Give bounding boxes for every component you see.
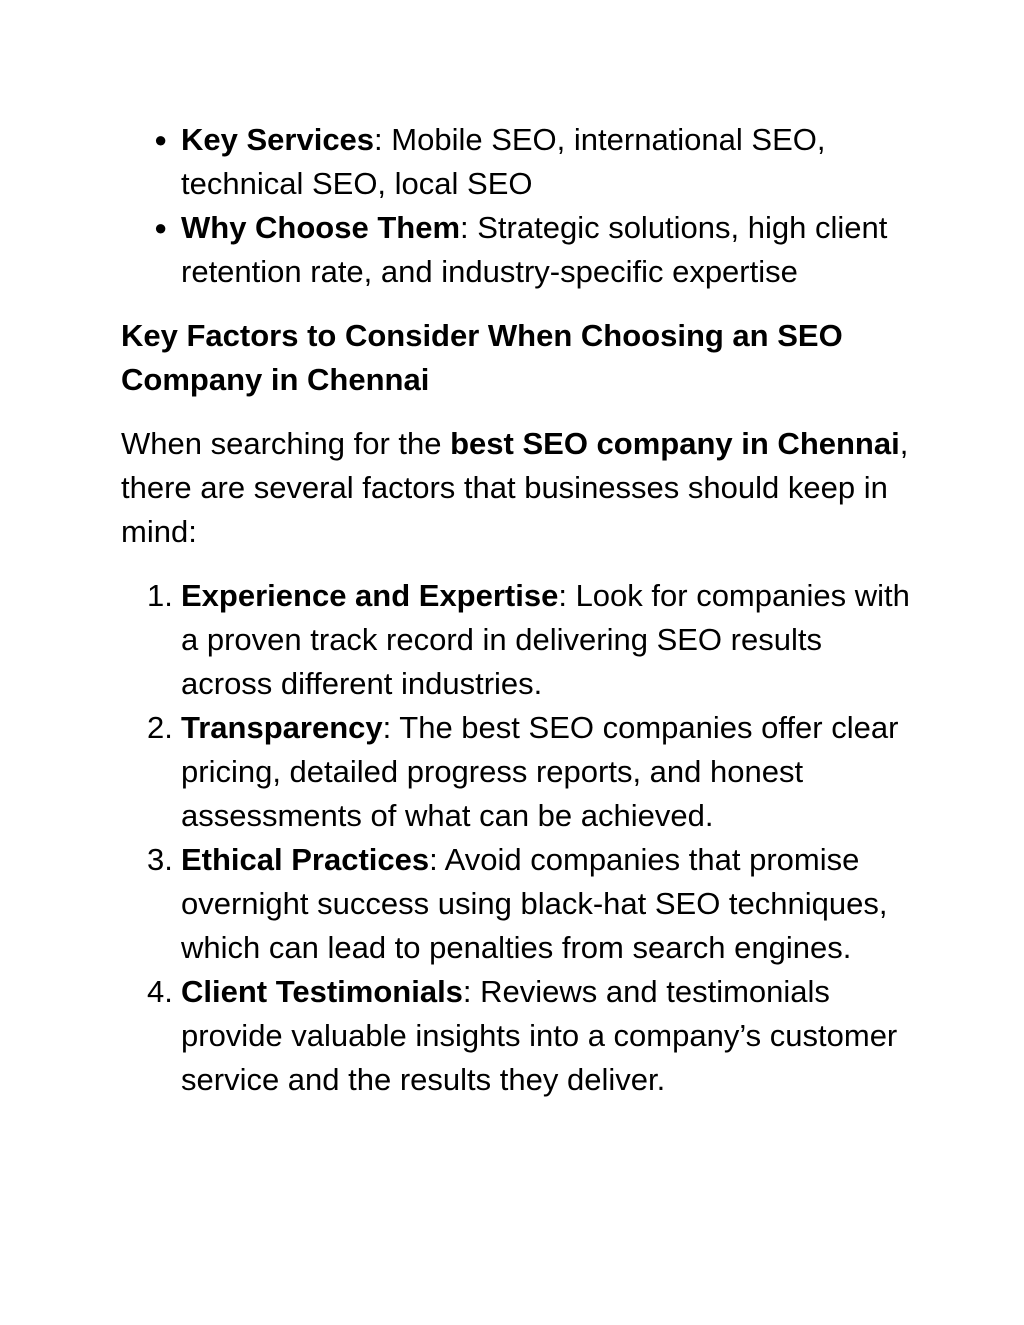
services-bullet-list xyxy=(121,118,911,294)
factor-text: : Look for companies with a proven track record in delivering SEO results across different industries. xyxy=(181,578,910,701)
intro-text-before: When searching for the xyxy=(121,426,451,461)
intro-text-after: , there are several factors that businesses should keep in mind: xyxy=(121,426,909,549)
item-number: 2. xyxy=(147,710,173,745)
bullet-term: Why Choose Them xyxy=(181,210,461,245)
item-number: 1. xyxy=(147,578,173,613)
factor-text: : The best SEO companies offer clear pricing, detailed progress reports, and honest assessments of what can be achieved. xyxy=(181,710,899,833)
list-item xyxy=(121,838,911,970)
bullet-term: Key Services xyxy=(181,122,375,157)
bullet-icon: ● xyxy=(154,215,168,240)
intro-bold-text: best SEO company in Chennai xyxy=(450,426,900,461)
list-item xyxy=(121,706,911,838)
bullet-icon: ● xyxy=(154,127,168,152)
item-number: 4. xyxy=(147,974,173,1009)
list-item xyxy=(121,574,911,706)
factor-text: : Avoid companies that promise overnight success using black-hat SEO techniques, which can lead to penalties from search engines. xyxy=(181,842,888,965)
bullet-text: : Strategic solutions, high client retention rate, and industry-specific expertise xyxy=(181,210,888,289)
list-item xyxy=(121,206,911,294)
section-heading: Key Factors to Consider When Choosing an SEO Company in Chennai xyxy=(121,318,843,397)
list-item xyxy=(121,970,911,1102)
factor-term: Ethical Practices xyxy=(181,842,430,877)
factor-term: Transparency xyxy=(181,710,383,745)
factor-text: : Reviews and testimonials provide valuable insights into a company’s customer service and the results they deliver. xyxy=(181,974,898,1097)
document-page xyxy=(121,118,911,1102)
intro-paragraph xyxy=(121,422,911,554)
factors-numbered-list xyxy=(121,574,911,1102)
list-item xyxy=(121,118,911,206)
factor-term: Client Testimonials xyxy=(181,974,463,1009)
factor-term: Experience and Expertise xyxy=(181,578,559,613)
item-number: 3. xyxy=(147,842,173,877)
bullet-text: : Mobile SEO, international SEO, technical SEO, local SEO xyxy=(181,122,826,201)
